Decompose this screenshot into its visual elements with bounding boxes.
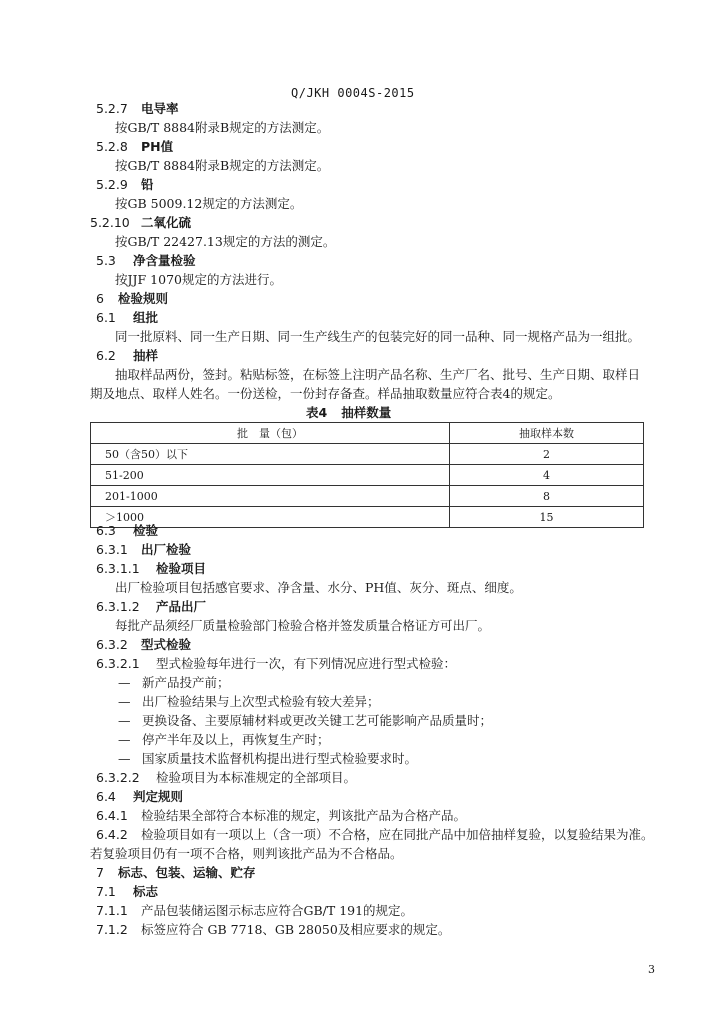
clause-6-3-2-2 (96, 770, 356, 786)
heading-5-2-7 (96, 101, 179, 117)
clause-number: 5.2.8 (96, 139, 128, 154)
table-cell-sample-count: 4 (450, 465, 644, 486)
clause-number: 5.3 (96, 253, 116, 268)
clause-title: 产品出厂 (156, 599, 207, 614)
table-cell-sample-count: 15 (450, 507, 644, 528)
list-item (118, 675, 230, 691)
heading-6-2 (96, 348, 158, 364)
clause-number: 6.3.1.1 (96, 561, 140, 576)
page-number: 3 (648, 963, 655, 976)
clause-title: 出厂检验 (141, 542, 192, 557)
clause-body: 按GB/T 22427.13规定的方法的测定。 (115, 234, 336, 249)
list-item-text: 新产品投产前； (142, 675, 230, 690)
clause-number: 6.4.2 (96, 827, 128, 842)
table-cell-batch: 51-200 (91, 465, 450, 486)
clause-6-4-2 (96, 827, 654, 843)
document-code: Q/JKH 0004S-2015 (291, 86, 415, 100)
bullet-dash: — (118, 732, 131, 747)
heading-7-1 (96, 884, 158, 900)
list-item-text: 国家质量技术监督机构提出进行型式检验要求时。 (142, 751, 418, 766)
clause-7-1-1 (96, 903, 413, 919)
heading-6 (96, 291, 168, 307)
clause-body: 每批产品须经厂质量检验部门检验合格并签发质量合格证方可出厂。 (115, 618, 491, 633)
clause-number: 6.3.2.2 (96, 770, 140, 785)
bullet-dash: — (118, 694, 131, 709)
clause-body-continued: 期及地点、取样人姓名。一份送检，一份封存备查。样品抽取数量应符合表4的规定。 (90, 386, 561, 401)
clause-title: 检验 (133, 523, 159, 538)
list-item (118, 694, 380, 710)
clause-body: 按GB/T 8884附录B规定的方法测定。 (115, 158, 330, 173)
table-caption-title: 抽样数量 (341, 405, 392, 420)
table-row (91, 507, 644, 528)
heading-6-1 (96, 310, 158, 326)
heading-6-4 (96, 789, 183, 805)
clause-number: 7.1 (96, 884, 116, 899)
clause-body: 检验项目为本标准规定的全部项目。 (156, 770, 357, 785)
clause-body-continued: 若复验项目仍有一项不合格，则判该批产品为不合格品。 (90, 846, 403, 861)
clause-number: 6.3.2.1 (96, 656, 140, 671)
table-row (91, 486, 644, 507)
table-cell-sample-count: 2 (450, 444, 644, 465)
clause-number: 6.4.1 (96, 808, 128, 823)
table-caption-number: 表4 (306, 405, 328, 420)
clause-body: 同一批原料、同一生产日期、同一生产线生产的包装完好的同一品种、同一规格产品为一组批。 (115, 329, 641, 344)
heading-5-2-10 (90, 215, 191, 231)
clause-7-1-2 (96, 922, 450, 938)
list-item (118, 713, 492, 729)
clause-number: 7 (96, 865, 104, 880)
clause-title: 检验规则 (118, 291, 169, 306)
clause-number: 5.2.9 (96, 177, 128, 192)
table-cell-sample-count: 8 (450, 486, 644, 507)
table-cell-batch: ＞1000 (91, 507, 450, 528)
clause-number: 5.2.7 (96, 101, 128, 116)
clause-body: 检验结果全部符合本标准的规定，判该批产品为合格产品。 (141, 808, 467, 823)
clause-title: 抽样 (133, 348, 159, 363)
clause-number: 6.3.1.2 (96, 599, 140, 614)
clause-number: 5.2.10 (90, 215, 130, 230)
clause-body: 出厂检验项目包括感官要求、净含量、水分、PH值、灰分、斑点、细度。 (115, 580, 522, 595)
heading-6-3-1 (96, 542, 191, 558)
heading-6-3-1-2 (96, 599, 206, 615)
heading-7 (96, 865, 256, 881)
clause-title: 组批 (133, 310, 159, 325)
clause-body: 按GB/T 8884附录B规定的方法测定。 (115, 120, 330, 135)
clause-body: 检验项目如有一项以上（含一项）不合格，应在同批产品中加倍抽样复验，以复验结果为准。 (141, 827, 654, 842)
clause-title: PH值 (141, 139, 174, 154)
clause-title: 判定规则 (133, 789, 184, 804)
table-cell-batch: 201-1000 (91, 486, 450, 507)
list-item (118, 751, 417, 767)
heading-6-3-2 (96, 637, 191, 653)
clause-title: 铅 (141, 177, 154, 192)
table-row (91, 465, 644, 486)
table-cell-batch: 50（含50）以下 (91, 444, 450, 465)
clause-title: 二氧化硫 (141, 215, 192, 230)
bullet-dash: — (118, 751, 131, 766)
clause-title: 净含量检验 (133, 253, 196, 268)
clause-number: 6.3.2 (96, 637, 128, 652)
clause-title: 标志、包装、运输、贮存 (118, 865, 256, 880)
table-header-row (91, 423, 644, 444)
table-row (91, 444, 644, 465)
clause-6-3-2-1 (96, 656, 456, 672)
heading-5-2-8 (96, 139, 173, 155)
clause-body: 产品包装储运图示标志应符合GB/T 191的规定。 (141, 903, 414, 918)
clause-title: 电导率 (141, 101, 179, 116)
list-item (118, 732, 330, 748)
clause-number: 6.4 (96, 789, 116, 804)
clause-number: 6.2 (96, 348, 116, 363)
clause-number: 7.1.1 (96, 903, 128, 918)
list-item-text: 出厂检验结果与上次型式检验有较大差异； (142, 694, 380, 709)
bullet-dash: — (118, 675, 131, 690)
clause-body: 型式检验每年进行一次，有下列情况应进行型式检验： (156, 656, 457, 671)
heading-5-2-9 (96, 177, 154, 193)
clause-number: 6 (96, 291, 104, 306)
clause-body: 按JJF 1070规定的方法进行。 (115, 272, 282, 287)
clause-body: 按GB 5009.12规定的方法测定。 (115, 196, 303, 211)
list-item-text: 停产半年及以上，再恢复生产时； (142, 732, 330, 747)
list-item-text: 更换设备、主要原辅材料或更改关键工艺可能影响产品质量时； (142, 713, 493, 728)
clause-body: 抽取样品两份，签封。粘贴标签，在标签上注明产品名称、生产厂名、批号、生产日期、取样日 (115, 367, 641, 382)
clause-title: 标志 (133, 884, 159, 899)
clause-body: 标签应符合 GB 7718、GB 28050及相应要求的规定。 (141, 922, 451, 937)
clause-title: 检验项目 (156, 561, 207, 576)
clause-number: 6.3 (96, 523, 116, 538)
heading-6-3-1-1 (96, 561, 206, 577)
table-caption (306, 405, 391, 421)
clause-number: 7.1.2 (96, 922, 128, 937)
heading-5-3 (96, 253, 196, 269)
bullet-dash: — (118, 713, 131, 728)
table-header-sample-count: 抽取样本数 (450, 423, 644, 444)
clause-title: 型式检验 (141, 637, 192, 652)
table-header-batch: 批 量（包） (91, 423, 450, 444)
clause-6-4-1 (96, 808, 466, 824)
heading-6-3 (96, 523, 158, 539)
sampling-quantity-table (90, 422, 644, 528)
clause-number: 6.1 (96, 310, 116, 325)
clause-number: 6.3.1 (96, 542, 128, 557)
